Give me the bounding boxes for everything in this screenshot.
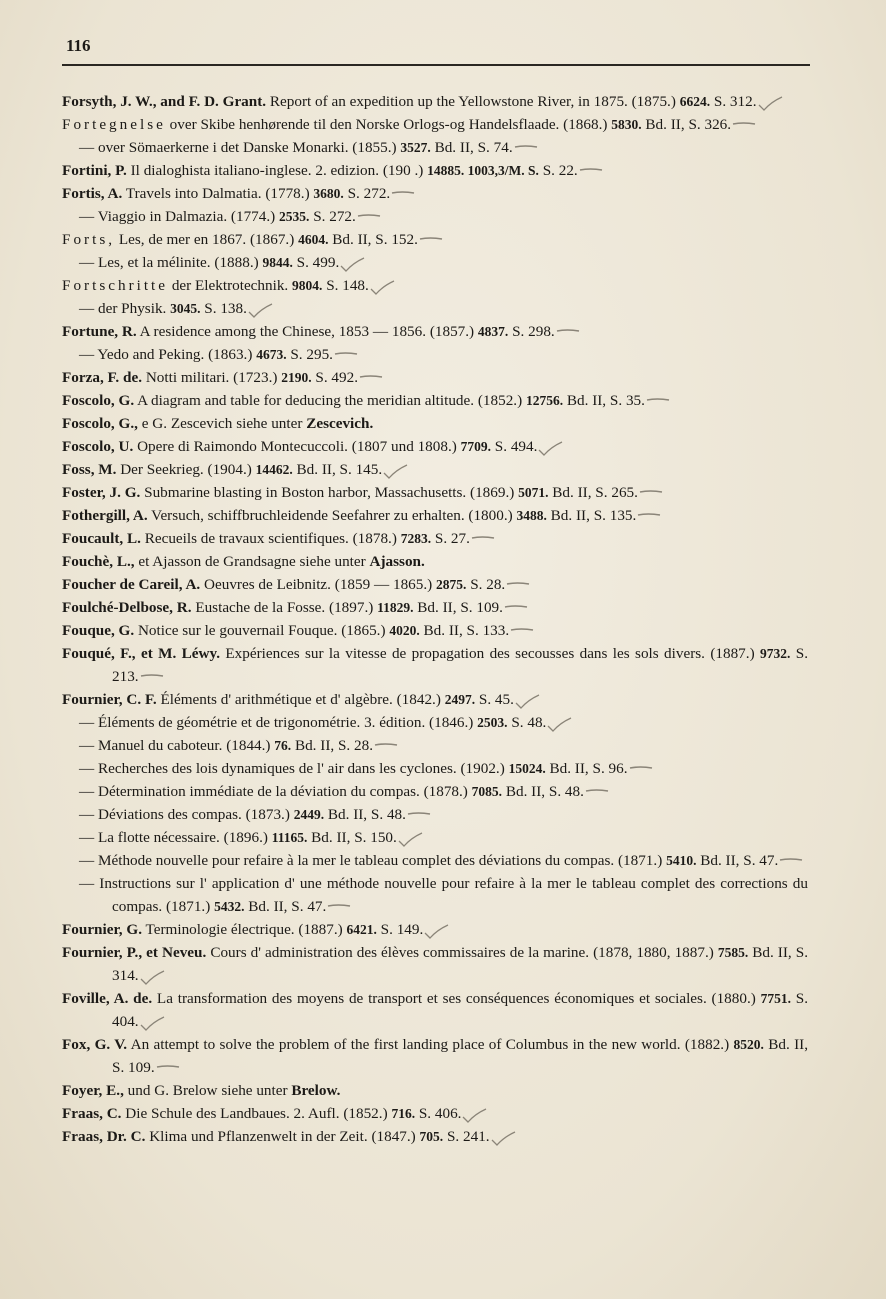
ditto-dash: — bbox=[79, 783, 98, 800]
index-entry bbox=[62, 182, 808, 205]
page-reference: S. 492. bbox=[311, 369, 359, 386]
index-entry bbox=[62, 849, 808, 872]
page-reference: Bd. II, S. 109. bbox=[413, 599, 503, 616]
entry-title: La flotte nécessaire. (1896.) bbox=[97, 829, 272, 846]
page-reference: Bd. II, S. 133. bbox=[419, 622, 510, 639]
page-reference: Bd. II, S. 109. bbox=[112, 1036, 808, 1076]
page-reference: S. 272. bbox=[343, 185, 391, 202]
entry-title: Détermination immédiate de la déviation du compas. (1878.) bbox=[97, 783, 472, 800]
header-rule bbox=[62, 64, 810, 66]
catalog-number: 7085. bbox=[471, 784, 503, 799]
pencil-dash-mark-icon bbox=[555, 326, 581, 340]
index-entry bbox=[62, 1102, 808, 1125]
entry-author: Fortis, A. bbox=[62, 185, 123, 202]
page-reference: S. 148. bbox=[322, 277, 369, 294]
entry-title: Éléments de géométrie et de trigonométrie. 3. édition. (1846.) bbox=[97, 714, 478, 731]
pencil-dash-mark-icon bbox=[628, 763, 654, 777]
entry-title: der Physik. bbox=[97, 300, 171, 317]
entry-title: Notice sur le gouvernail Fouque. (1865.) bbox=[134, 622, 390, 639]
index-entry bbox=[62, 412, 808, 435]
catalog-number: 4020. bbox=[389, 623, 420, 638]
page-reference: Bd. II, S. 96. bbox=[545, 760, 628, 777]
pencil-dash-mark-icon bbox=[731, 119, 757, 133]
catalog-number: 7283. bbox=[400, 531, 432, 546]
index-entry bbox=[62, 734, 808, 757]
entry-title: Expériences sur la vitesse de propagation des secousses dans les sols divers. (1887.) bbox=[220, 645, 760, 662]
entry-title: Viaggio in Dalmazia. (1774.) bbox=[97, 208, 280, 225]
ditto-dash: — bbox=[79, 346, 98, 363]
entry-title: Versuch, schiffbruchleidende Seefahrer zu erhalten. (1800.) bbox=[147, 507, 517, 524]
entry-author: Fournier, C. F. bbox=[62, 691, 157, 708]
page-reference: S. 48. bbox=[507, 714, 547, 731]
catalog-number: 2875. bbox=[436, 577, 467, 592]
entry-author: Foucher de Careil, A. bbox=[62, 576, 201, 593]
index-entry bbox=[62, 987, 808, 1033]
entry-author: Fraas, C. bbox=[62, 1105, 122, 1122]
entry-title: Opere di Raimondo Montecuccoli. (1807 und 1808.) bbox=[133, 438, 461, 455]
pencil-dash-mark-icon bbox=[636, 510, 662, 524]
pencil-dash-mark-icon bbox=[326, 901, 352, 915]
page-reference: Bd. II, S. 47. bbox=[244, 898, 327, 915]
page-reference: S. 494. bbox=[490, 438, 538, 455]
entry-author: Fortegnelse bbox=[62, 116, 166, 133]
page-reference: Bd. II, S. 48. bbox=[502, 783, 584, 800]
page-reference: S. 27. bbox=[431, 530, 470, 547]
pencil-dash-mark-icon bbox=[406, 809, 432, 823]
page-reference: S. 406. bbox=[415, 1105, 462, 1122]
index-entry bbox=[62, 757, 808, 780]
pencil-dash-mark-icon bbox=[470, 533, 496, 547]
pencil-dash-mark-icon bbox=[358, 372, 384, 386]
pencil-check-mark-icon bbox=[369, 280, 395, 294]
entry-title: Report of an expedition up the Yellowstone River, in 1875. (1875.) bbox=[266, 93, 680, 110]
index-entry bbox=[62, 343, 808, 366]
entry-title: Méthode nouvelle pour refaire à la mer le tableau complet des déviations du compas. (1871.) bbox=[97, 852, 667, 869]
index-entry bbox=[62, 1079, 808, 1102]
pencil-dash-mark-icon bbox=[645, 395, 671, 409]
index-entry bbox=[62, 274, 808, 297]
catalog-number: 5071. bbox=[518, 485, 549, 500]
catalog-number: 5410. bbox=[666, 853, 697, 868]
entry-title: A diagram and table for deducing the meridian altitude. (1852.) bbox=[134, 392, 526, 409]
cross-reference: Brelow. bbox=[291, 1082, 341, 1099]
ditto-dash: — bbox=[79, 875, 100, 892]
entry-title: Oeuvres de Leibnitz. (1859 — 1865.) bbox=[200, 576, 437, 593]
index-entry bbox=[62, 872, 808, 918]
page-reference: S. 241. bbox=[443, 1128, 490, 1145]
entry-title: Recueils de travaux scientifiques. (1878.) bbox=[140, 530, 401, 547]
index-entry bbox=[62, 711, 808, 734]
entry-author: Fraas, Dr. C. bbox=[62, 1128, 146, 1145]
page-reference: Bd. II, S. 314. bbox=[112, 944, 808, 984]
pencil-check-mark-icon bbox=[423, 924, 449, 938]
index-entry bbox=[62, 251, 808, 274]
entry-author: Foucault, L. bbox=[62, 530, 141, 547]
entry-title: Yedo and Peking. (1863.) bbox=[97, 346, 257, 363]
pencil-dash-mark-icon bbox=[503, 602, 529, 616]
page-reference: S. 298. bbox=[508, 323, 555, 340]
catalog-number: 3680. bbox=[313, 186, 344, 201]
index-entry bbox=[62, 458, 808, 481]
pencil-check-mark-icon bbox=[461, 1108, 487, 1122]
ditto-dash: — bbox=[79, 829, 98, 846]
ditto-dash: — bbox=[79, 300, 98, 317]
cross-reference: Ajasson. bbox=[369, 553, 425, 570]
pencil-check-mark-icon bbox=[397, 832, 423, 846]
pencil-dash-mark-icon bbox=[139, 671, 165, 685]
catalog-number: 9804. bbox=[292, 278, 323, 293]
entry-title: Travels into Dalmatia. (1778.) bbox=[122, 185, 314, 202]
pencil-dash-mark-icon bbox=[390, 188, 416, 202]
pencil-check-mark-icon bbox=[757, 96, 783, 110]
catalog-number: 716. bbox=[391, 1106, 416, 1121]
entry-author: Foscolo, G. bbox=[62, 392, 135, 409]
entry-title: An attempt to solve the problem of the first landing place of Columbus in the new world. (1882.) bbox=[127, 1036, 734, 1053]
entry-title: Éléments d' arithmétique et d' algèbre. (1842.) bbox=[156, 691, 445, 708]
pencil-dash-mark-icon bbox=[638, 487, 664, 501]
pencil-dash-mark-icon bbox=[373, 740, 399, 754]
entry-author: Forza, F. de. bbox=[62, 369, 143, 386]
catalog-number: 9844. bbox=[262, 255, 293, 270]
index-entry bbox=[62, 619, 808, 642]
entry-author: Fouque, G. bbox=[62, 622, 135, 639]
page-reference: S. 499. bbox=[292, 254, 340, 271]
page-reference: S. 28. bbox=[466, 576, 506, 593]
catalog-number: 6624. bbox=[679, 94, 711, 109]
index-entry bbox=[62, 90, 808, 113]
catalog-number: 2497. bbox=[444, 692, 476, 707]
entry-author: Foss, M. bbox=[62, 461, 117, 478]
entry-author: Forsyth, J. W., and F. D. Grant. bbox=[62, 93, 267, 110]
pencil-check-mark-icon bbox=[339, 257, 365, 271]
index-entry bbox=[62, 136, 808, 159]
catalog-number: 4604. bbox=[298, 232, 329, 247]
pencil-check-mark-icon bbox=[382, 464, 408, 478]
catalog-number: 7709. bbox=[460, 439, 491, 454]
entry-author: Foster, J. G. bbox=[62, 484, 141, 501]
page-reference: S. 295. bbox=[286, 346, 333, 363]
entry-title: und G. Brelow siehe unter bbox=[123, 1082, 292, 1099]
pencil-check-mark-icon bbox=[247, 303, 273, 317]
page-reference: S. 149. bbox=[376, 921, 424, 938]
index-entry bbox=[62, 504, 808, 527]
entry-title: Les, de mer en 1867. (1867.) bbox=[115, 231, 299, 248]
page-reference: Bd. II, S. 145. bbox=[292, 461, 383, 478]
index-entry bbox=[62, 803, 808, 826]
entry-author: Fortini, P. bbox=[62, 162, 127, 179]
index-entry bbox=[62, 389, 808, 412]
entry-title: der Elektrotechnik. bbox=[168, 277, 293, 294]
catalog-number: 2449. bbox=[293, 807, 325, 822]
index-entry bbox=[62, 941, 808, 987]
pencil-check-mark-icon bbox=[537, 441, 563, 455]
page-reference: Bd. II, S. 47. bbox=[696, 852, 779, 869]
ditto-dash: — bbox=[79, 714, 98, 731]
index-entry bbox=[62, 366, 808, 389]
pencil-dash-mark-icon bbox=[584, 786, 610, 800]
catalog-number: 3488. bbox=[516, 508, 547, 523]
entry-title: Klima und Pflanzenwelt in der Zeit. (1847.) bbox=[145, 1128, 420, 1145]
entry-author: Fouqué, F., et M. Léwy. bbox=[62, 645, 221, 662]
page-reference: Bd. II, S. 265. bbox=[548, 484, 638, 501]
pencil-dash-mark-icon bbox=[418, 234, 444, 248]
index-entry bbox=[62, 688, 808, 711]
entry-title: Les, et la mélinite. (1888.) bbox=[97, 254, 263, 271]
page-reference: Bd. II, S. 35. bbox=[563, 392, 645, 409]
entry-author: Fournier, P., et Neveu. bbox=[62, 944, 207, 961]
ditto-dash: — bbox=[79, 139, 98, 156]
index-entry bbox=[62, 297, 808, 320]
page-reference: Bd. II, S. 48. bbox=[324, 806, 406, 823]
ditto-dash: — bbox=[79, 254, 98, 271]
entry-author: Foulché-Delbose, R. bbox=[62, 599, 192, 616]
entry-author: Fouchè, L., bbox=[62, 553, 135, 570]
entry-title: et Ajasson de Grandsagne siehe unter bbox=[134, 553, 370, 570]
catalog-number: 14462. bbox=[255, 462, 293, 477]
page-reference: S. 22. bbox=[538, 162, 578, 179]
page-reference: S. 312. bbox=[710, 93, 757, 110]
entry-title: A residence among the Chinese, 1853 — 1856. (1857.) bbox=[136, 323, 478, 340]
catalog-number: 8520. bbox=[733, 1037, 764, 1052]
index-entries bbox=[62, 90, 808, 1148]
cross-reference: Zescevich. bbox=[306, 415, 374, 432]
index-entry bbox=[62, 826, 808, 849]
entry-title: Manuel du caboteur. (1844.) bbox=[97, 737, 275, 754]
ditto-dash: — bbox=[79, 760, 98, 777]
ditto-dash: — bbox=[79, 737, 98, 754]
pencil-dash-mark-icon bbox=[155, 1062, 181, 1076]
catalog-number: 76. bbox=[274, 738, 292, 753]
page-reference: Bd. II, S. 74. bbox=[430, 139, 513, 156]
index-entry bbox=[62, 573, 808, 596]
catalog-number: 3527. bbox=[400, 140, 431, 155]
pencil-check-mark-icon bbox=[139, 970, 165, 984]
catalog-number: 14885. 1003,3/M. S. bbox=[427, 163, 539, 178]
ditto-dash: — bbox=[79, 806, 98, 823]
catalog-number: 11165. bbox=[271, 830, 308, 845]
pencil-dash-mark-icon bbox=[513, 142, 539, 156]
index-entry bbox=[62, 642, 808, 688]
page-reference: Bd. II, S. 135. bbox=[546, 507, 637, 524]
pencil-dash-mark-icon bbox=[509, 625, 535, 639]
entry-author: Fox, G. V. bbox=[62, 1036, 128, 1053]
entry-author: Fournier, G. bbox=[62, 921, 143, 938]
index-entry bbox=[62, 550, 808, 573]
entry-author: Foyer, E., bbox=[62, 1082, 124, 1099]
entry-title: over Skibe henhørende til den Norske Orlogs-og Handelsflaade. (1868.) bbox=[165, 116, 612, 133]
entry-title: Der Seekrieg. (1904.) bbox=[116, 461, 256, 478]
entry-title: over Sömaerkerne i det Danske Monarki. (1855.) bbox=[97, 139, 401, 156]
entry-title: Die Schule des Landbaues. 2. Aufl. (1852.) bbox=[121, 1105, 392, 1122]
catalog-number: 4837. bbox=[477, 324, 509, 339]
pencil-dash-mark-icon bbox=[578, 165, 604, 179]
index-entry bbox=[62, 205, 808, 228]
entry-title: e G. Zescevich siehe unter bbox=[137, 415, 307, 432]
catalog-number: 2190. bbox=[281, 370, 312, 385]
index-entry bbox=[62, 320, 808, 343]
entry-title: Notti militari. (1723.) bbox=[142, 369, 282, 386]
page-reference: S. 272. bbox=[309, 208, 356, 225]
entry-author: Fothergill, A. bbox=[62, 507, 148, 524]
index-entry bbox=[62, 596, 808, 619]
pencil-check-mark-icon bbox=[139, 1016, 165, 1030]
catalog-number: 5432. bbox=[214, 899, 245, 914]
entry-title: Eustache de la Fosse. (1897.) bbox=[191, 599, 378, 616]
catalog-number: 2535. bbox=[279, 209, 310, 224]
catalog-number: 5830. bbox=[611, 117, 642, 132]
entry-author: Fortune, R. bbox=[62, 323, 137, 340]
catalog-number: 3045. bbox=[170, 301, 201, 316]
entry-author: Foscolo, U. bbox=[62, 438, 134, 455]
entry-title: Terminologie électrique. (1887.) bbox=[142, 921, 347, 938]
catalog-number: 7751. bbox=[760, 991, 791, 1006]
index-entry bbox=[62, 435, 808, 458]
page-reference: Bd. II, S. 152. bbox=[328, 231, 418, 248]
catalog-number: 7585. bbox=[717, 945, 749, 960]
page-number: 116 bbox=[66, 36, 91, 55]
catalog-number: 15024. bbox=[508, 761, 546, 776]
entry-author: Forts, bbox=[62, 231, 116, 248]
index-entry bbox=[62, 918, 808, 941]
entry-title: Cours d' administration des élèves commissaires de la marine. (1878, 1880, 1887.) bbox=[206, 944, 718, 961]
pencil-dash-mark-icon bbox=[333, 349, 359, 363]
pencil-dash-mark-icon bbox=[778, 855, 804, 869]
pencil-check-mark-icon bbox=[490, 1131, 516, 1145]
ditto-dash: — bbox=[79, 208, 98, 225]
page-reference: S. 138. bbox=[200, 300, 247, 317]
entry-title: La transformation des moyens de transport et ses conséquences économiques et sociales. (1880.) bbox=[152, 990, 761, 1007]
catalog-number: 12756. bbox=[525, 393, 564, 408]
index-entry bbox=[62, 527, 808, 550]
catalog-number: 705. bbox=[419, 1129, 444, 1144]
catalog-number: 2503. bbox=[477, 715, 508, 730]
page-reference: Bd. II, S. 326. bbox=[641, 116, 732, 133]
pencil-dash-mark-icon bbox=[505, 579, 531, 593]
pencil-dash-mark-icon bbox=[356, 211, 382, 225]
entry-author: Foville, A. de. bbox=[62, 990, 153, 1007]
index-entry bbox=[62, 159, 808, 182]
page-reference: S. 213. bbox=[112, 645, 808, 685]
page-reference: S. 45. bbox=[475, 691, 514, 708]
entry-title: Instructions sur l' application d' une méthode nouvelle pour refaire à la mer le tableau complet des corrections du compas. (1871.) bbox=[99, 875, 808, 915]
pencil-check-mark-icon bbox=[514, 694, 540, 708]
index-entry bbox=[62, 1033, 808, 1079]
index-entry bbox=[62, 481, 808, 504]
page-reference: S. 404. bbox=[112, 990, 808, 1030]
ditto-dash: — bbox=[79, 852, 98, 869]
index-entry bbox=[62, 780, 808, 803]
catalog-number: 9732. bbox=[760, 646, 791, 661]
index-entry bbox=[62, 1125, 808, 1148]
page-reference: Bd. II, S. 150. bbox=[307, 829, 397, 846]
index-entry bbox=[62, 113, 808, 136]
page-reference: Bd. II, S. 28. bbox=[291, 737, 374, 754]
catalog-number: 4673. bbox=[256, 347, 287, 362]
entry-title: Recherches des lois dynamiques de l' air dans les cyclones. (1902.) bbox=[97, 760, 509, 777]
entry-title: Déviations des compas. (1873.) bbox=[97, 806, 294, 823]
entry-author: Foscolo, G., bbox=[62, 415, 138, 432]
pencil-check-mark-icon bbox=[546, 717, 572, 731]
entry-author: Fortschritte bbox=[62, 277, 169, 294]
catalog-number: 6421. bbox=[346, 922, 377, 937]
entry-title: Il dialoghista italiano-inglese. 2. edizion. (190 .) bbox=[126, 162, 428, 179]
index-entry bbox=[62, 228, 808, 251]
entry-title: Submarine blasting in Boston harbor, Massachusetts. (1869.) bbox=[140, 484, 519, 501]
catalog-number: 11829. bbox=[377, 600, 414, 615]
